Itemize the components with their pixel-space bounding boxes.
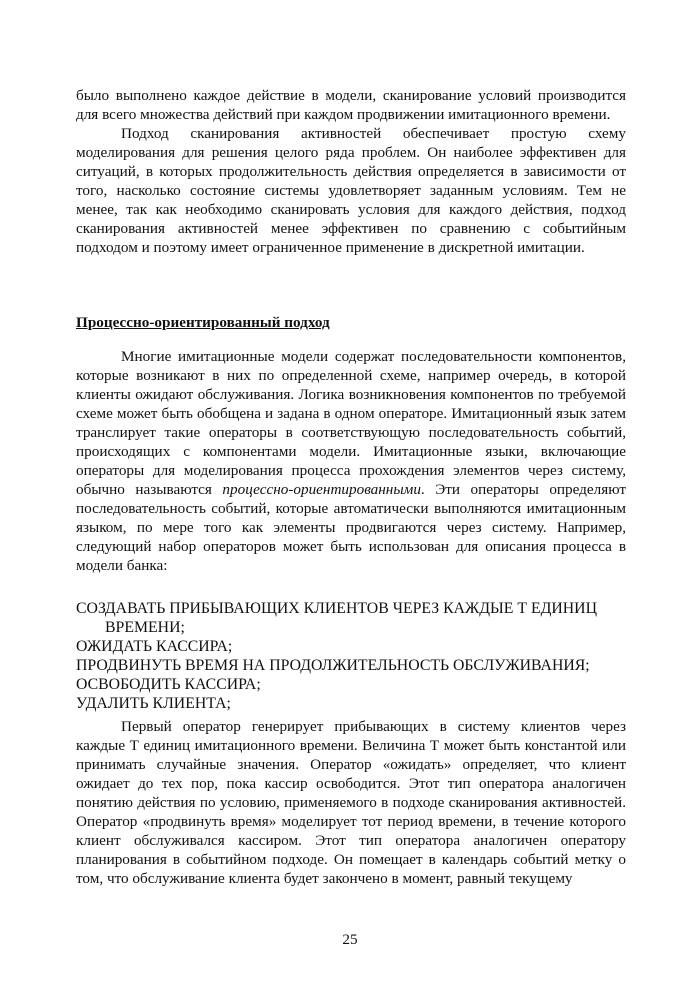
paragraph-operator-explanation: Первый оператор генерирует прибывающих в систему клиентов через каждые Т единиц имитационного времени. Величина Т может быть константой или принимать случайные значения. Оператор «ожидать» определяет, что клиент ожидает до тех пор, пока кассир освободится. Этот тип оператора аналогичен понятию действия по условию, применяемого в подходе сканирования активностей. Оператор «продвинуть время» моделирует тот период времени, в течение которого клиент обслуживался кассиром. Этот тип оператора аналогичен оператору планирования в событийном подходе. Он помещает в календарь событий метку о том, что обслуживание клиента будет закончено в момент, равный текущему [76,718,626,887]
operator-advance: ПРОДВИНУТЬ ВРЕМЯ НА ПРОДОЛЖИТЕЛЬНОСТЬ ОБСЛУЖИВАНИЯ; [76,657,590,674]
operator-create-continuation: ВРЕМЕНИ; [105,619,185,636]
paragraph-continuation: было выполнено каждое действие в модели, сканирование условий производится для всего множества действий при каждом продвижении имитационного времени. [76,87,626,123]
paragraph-text-before: Многие имитационные модели содержат последовательности компонентов, которые возникают в них по определенной схеме, например очередь, в которой клиенты ожидают обслуживания. Логика возникновения компонентов по требуемой схеме может быть обобщена и задана в одном операторе. Имитационный язык затем транслирует такие операторы в соответствующую последовательность событий, происходящих с компонентами модели. Имитационные языки, включающие операторы для моделирования процесса прохождения элементов через систему, обычно называются [76,348,626,498]
body-text-middle [76,347,626,575]
body-text-bottom [76,717,626,888]
body-text-top [76,86,626,257]
operator-release: ОСВОБОДИТЬ КАССИРА; [76,676,261,693]
operator-list [76,599,636,713]
section-heading: Процессно-ориентированный подход [76,314,330,331]
operator-wait: ОЖИДАТЬ КАССИРА; [76,638,233,655]
paragraph-process-oriented [76,347,626,575]
operator-remove: УДАЛИТЬ КЛИЕНТА; [76,695,231,712]
operator-create: СОЗДАВАТЬ ПРИБЫВАЮЩИХ КЛИЕНТОВ ЧЕРЕЗ КАЖДЫЕ Т ЕДИНИЦ [76,600,598,617]
page-number: 25 [342,931,358,948]
paragraph-text-after: . Эти операторы определяют последовательность событий, которые автоматически выполняются имитационным языком, по мере того как элементы продвигаются через систему. Например, следующий набор операторов может быть использован для описания процесса в модели банка: [76,481,626,574]
paragraph-activity-scanning: Подход сканирования активностей обеспечивает простую схему моделирования для решения целого ряда проблем. Он наиболее эффективен для ситуаций, в которых продолжительность действия определяется в зависимости от того, насколько состояние системы удовлетворяет заданным условиям. Тем не менее, так как необходимо сканировать условия для каждого действия, подход сканирования активностей менее эффективен по сравнению с событийным подходом и поэтому имеет ограниченное применение в дискретной имитации. [76,125,626,256]
italic-term: процессно-ориентированными [222,481,421,498]
